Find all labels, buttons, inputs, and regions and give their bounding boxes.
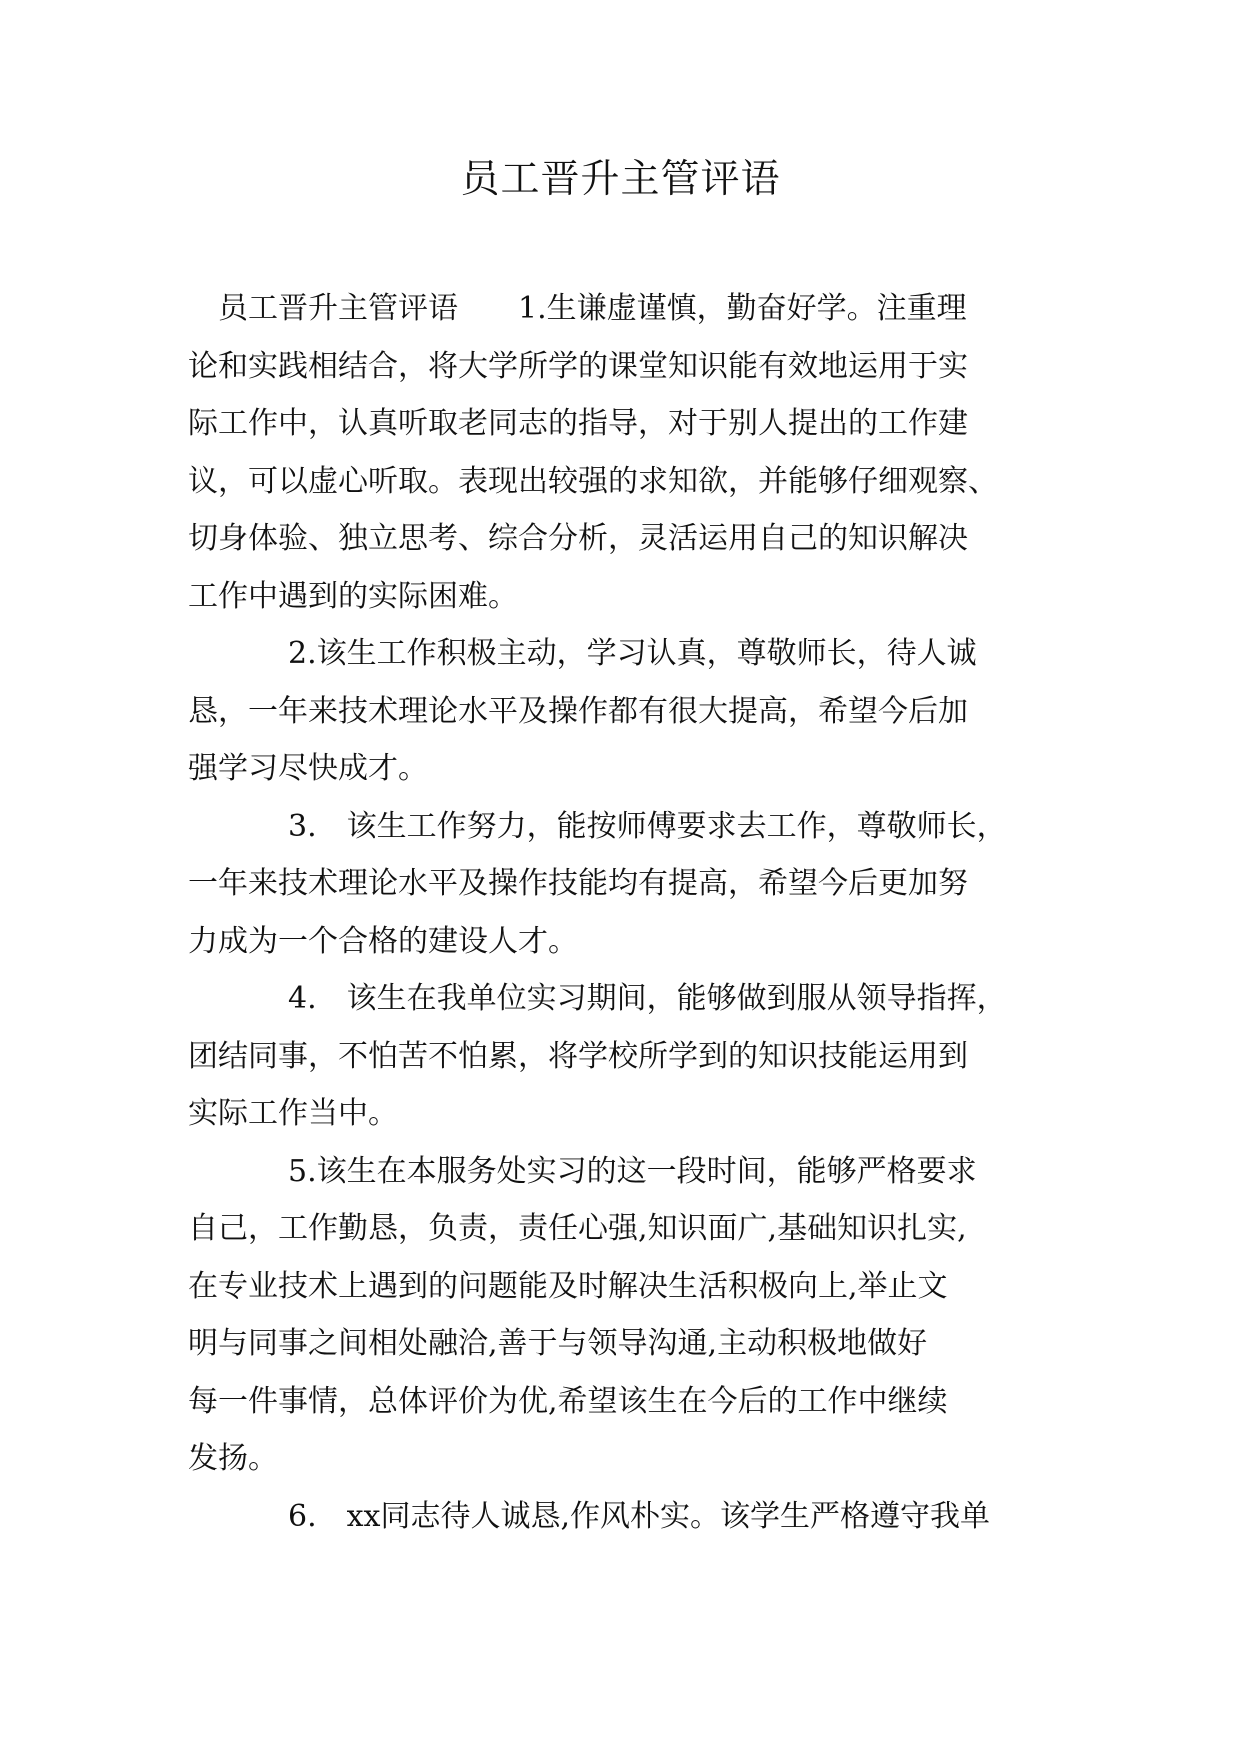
text-line: 强学习尽快成才。 (188, 751, 428, 786)
text-line: 在专业技术上遇到的问题能及时解决生活积极向上,举止文 (188, 1268, 948, 1304)
paragraph-3 (188, 798, 1048, 971)
text-line: 实际工作当中。 (188, 1096, 398, 1131)
text-line: 2.该生工作积极主动，学习认真，尊敬师长，待人诚 (288, 636, 977, 671)
document-body (188, 280, 1048, 1545)
paragraph-1 (188, 280, 1048, 625)
text-line: 自己，工作勤恳，负责，责任心强,知识面广,基础知识扎实, (188, 1211, 967, 1246)
text-line: 恳，一年来技术理论水平及操作都有很大提高，希望今后加 (188, 693, 968, 729)
text-line: 力成为一个合格的建设人才。 (188, 923, 578, 959)
text-line: 3. 该生工作努力，能按师傅要求去工作，尊敬师长， (288, 808, 1007, 844)
text-line: 际工作中，认真听取老同志的指导，对于别人提出的工作建 (188, 406, 968, 441)
text-line: 每一件事情，总体评价为优,希望该生在今后的工作中继续 (188, 1383, 948, 1419)
text-line: 切身体验、独立思考、综合分析，灵活运用自己的知识解决 (188, 521, 968, 556)
text-line: 团结同事，不怕苦不怕累，将学校所学到的知识技能运用到 (188, 1038, 968, 1074)
text-line: 明与同事之间相处融洽,善于与领导沟通,主动积极地做好 (188, 1326, 928, 1361)
paragraph-6 (188, 1488, 1048, 1546)
paragraph-2 (188, 625, 1048, 798)
text-line: 4. 该生在我单位实习期间，能够做到服从领导指挥， (288, 981, 1007, 1016)
text-line: 论和实践相结合，将大学所学的课堂知识能有效地运用于实 (188, 348, 968, 384)
text-line: 工作中遇到的实际困难。 (188, 578, 518, 614)
paragraph-4 (188, 970, 1048, 1143)
text-line: 议，可以虚心听取。表现出较强的求知欲，并能够仔细观察、 (188, 463, 998, 499)
text-line: 5.该生在本服务处实习的这一段时间，能够严格要求 (288, 1153, 977, 1189)
text-line: 员工晋升主管评语 1.生谦虚谨慎，勤奋好学。注重理 (218, 291, 967, 326)
text-line: 6. xx同志待人诚恳,作风朴实。该学生严格遵守我单 (288, 1498, 990, 1534)
text-line: 发扬。 (188, 1441, 278, 1476)
paragraph-5 (188, 1143, 1048, 1488)
text-line: 一年来技术理论水平及操作技能均有提高，希望今后更加努 (188, 866, 968, 901)
document-title: 员工晋升主管评语 (460, 157, 781, 202)
